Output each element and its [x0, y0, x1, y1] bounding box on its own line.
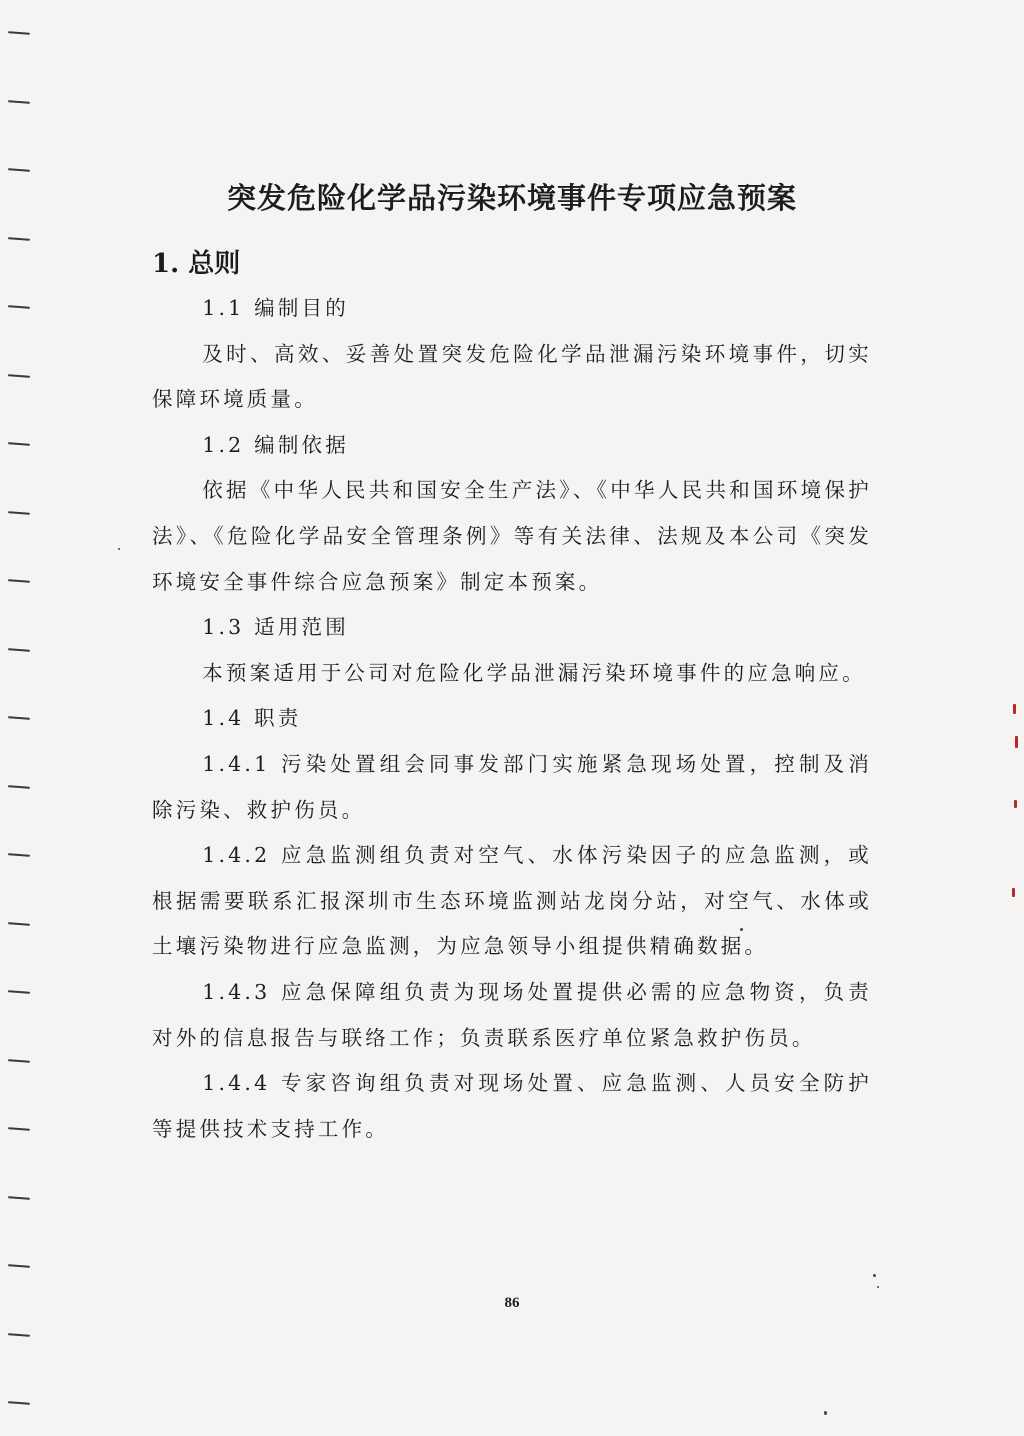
binding-mark	[8, 579, 30, 583]
binding-mark	[8, 716, 30, 720]
paragraph: 及时、高效、妥善处置突发危险化学品泄漏污染环境事件，切实保障环境质量。	[152, 341, 872, 412]
binding-mark	[8, 168, 30, 172]
paragraph: 依据《中华人民共和国安全生产法》、《中华人民共和国环境保护法》、《危险化学品安全管理条例》等有关法律、法规及本公司《突发环境安全事件综合应急预案》制定本预案。	[152, 478, 872, 594]
binding-mark	[8, 237, 30, 241]
document-body	[152, 286, 872, 1152]
scan-speck	[118, 548, 120, 550]
document-title: 突发危险化学品污染环境事件专项应急预案	[226, 181, 797, 215]
page-number: 86	[504, 1295, 520, 1311]
binding-mark	[8, 1196, 30, 1200]
binding-mark	[8, 442, 30, 446]
binding-mark	[8, 785, 30, 789]
paragraph: 1.2 编制依据	[202, 432, 349, 457]
binding-mark	[8, 31, 30, 35]
binding-mark	[8, 1127, 30, 1131]
paragraph: 1.3 适用范围	[202, 615, 349, 640]
scan-mark	[1015, 736, 1018, 748]
paragraph: 1.4.4 专家咨询组负责对现场处置、应急监测、人员安全防护等提供技术支持工作。	[152, 1071, 872, 1141]
scan-speck	[740, 928, 743, 931]
binding-mark	[8, 1401, 30, 1405]
scan-speck	[824, 1411, 827, 1415]
binding-mark	[8, 374, 30, 378]
binding-mark	[8, 305, 30, 309]
paragraph: 1.4 职责	[202, 706, 302, 731]
scan-mark	[1013, 704, 1016, 714]
binding-mark	[8, 1264, 30, 1268]
binding-mark	[8, 853, 30, 857]
paragraph: 1.4.3 应急保障组负责为现场处置提供必需的应急物资，负责对外的信息报告与联络工作；负责联系医疗单位紧急救护伤员。	[152, 979, 872, 1050]
scan-mark	[1012, 888, 1015, 897]
binding-mark	[8, 990, 30, 994]
paragraph: 1.4.2 应急监测组负责对空气、水体污染因子的应急监测，或根据需要联系汇报深圳市生态环境监测站龙岗分站，对空气、水体或土壤污染物进行应急监测，为应急领导小组提供精确数据。	[152, 843, 872, 959]
binding-mark	[8, 1059, 30, 1063]
scan-speck	[877, 1286, 879, 1288]
paragraph: 本预案适用于公司对危险化学品泄漏污染环境事件的应急响应。	[202, 660, 866, 685]
paragraph: 1.1 编制目的	[202, 296, 349, 320]
paragraph: 1.4.1 污染处置组会同事发部门实施紧急现场处置，控制及消除污染、救护伤员。	[152, 751, 872, 822]
binding-mark	[8, 511, 30, 515]
binding-mark	[8, 648, 30, 652]
binding-mark	[8, 1333, 30, 1337]
binding-mark	[8, 100, 30, 104]
scan-speck	[873, 1274, 876, 1277]
scan-mark	[1014, 800, 1017, 808]
binding-mark	[8, 922, 30, 926]
section-heading: 1. 总则	[152, 249, 241, 279]
